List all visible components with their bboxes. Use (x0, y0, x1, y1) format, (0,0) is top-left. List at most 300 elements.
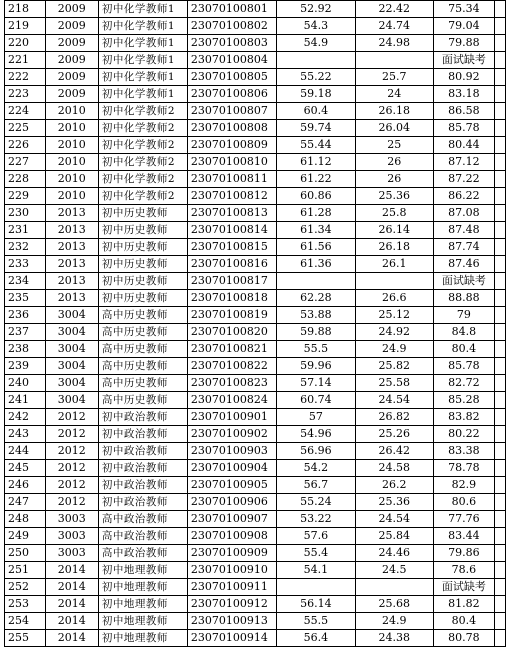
subject-code-cell: 2010 (45, 120, 98, 137)
position-cell: 初中化学教师2 (98, 120, 187, 137)
written-score-cell: 56.96 (277, 443, 355, 460)
interview-score-cell: 25.26 (355, 426, 433, 443)
ticket-number-cell: 23070100817 (187, 273, 276, 290)
ticket-number-cell: 23070100811 (187, 171, 276, 188)
total-score-cell: 87.74 (433, 239, 494, 256)
subject-code-cell: 2012 (45, 477, 98, 494)
serial-number-cell: 221 (5, 52, 46, 69)
total-score-cell: 78.6 (433, 562, 494, 579)
subject-code-cell: 2014 (45, 630, 98, 647)
serial-number-cell: 246 (5, 477, 46, 494)
interview-score-cell: 24.9 (355, 341, 433, 358)
interview-score-cell: 24.5 (355, 562, 433, 579)
total-score-cell: 面试缺考 (433, 52, 494, 69)
table-row (5, 477, 506, 494)
subject-code-cell: 2009 (45, 69, 98, 86)
subject-code-cell: 2010 (45, 137, 98, 154)
position-cell: 初中政治教师 (98, 494, 187, 511)
table-row (5, 630, 506, 647)
serial-number-cell: 247 (5, 494, 46, 511)
position-cell: 高中政治教师 (98, 528, 187, 545)
trailing-empty-cell (494, 460, 505, 477)
subject-code-cell: 2009 (45, 86, 98, 103)
written-score-cell: 59.74 (277, 120, 355, 137)
trailing-empty-cell (494, 494, 505, 511)
written-score-cell: 59.18 (277, 86, 355, 103)
written-score-cell: 57 (277, 409, 355, 426)
interview-score-cell: 24.9 (355, 613, 433, 630)
ticket-number-cell: 23070100906 (187, 494, 276, 511)
table-row (5, 86, 506, 103)
subject-code-cell: 3003 (45, 545, 98, 562)
table-row (5, 290, 506, 307)
written-score-cell: 54.2 (277, 460, 355, 477)
subject-code-cell: 3004 (45, 392, 98, 409)
ticket-number-cell: 23070100901 (187, 409, 276, 426)
written-score-cell: 61.22 (277, 171, 355, 188)
table-row (5, 18, 506, 35)
ticket-number-cell: 23070100902 (187, 426, 276, 443)
written-score-cell: 57.14 (277, 375, 355, 392)
serial-number-cell: 252 (5, 579, 46, 596)
interview-score-cell (355, 579, 433, 596)
trailing-empty-cell (494, 103, 505, 120)
position-cell: 初中历史教师 (98, 290, 187, 307)
ticket-number-cell: 23070100912 (187, 596, 276, 613)
interview-score-cell: 26 (355, 171, 433, 188)
trailing-empty-cell (494, 511, 505, 528)
table-row (5, 52, 506, 69)
subject-code-cell: 2012 (45, 494, 98, 511)
trailing-empty-cell (494, 443, 505, 460)
serial-number-cell: 218 (5, 1, 46, 18)
position-cell: 高中历史教师 (98, 375, 187, 392)
interview-score-cell: 24.92 (355, 324, 433, 341)
written-score-cell: 53.22 (277, 511, 355, 528)
subject-code-cell: 2009 (45, 52, 98, 69)
written-score-cell: 61.28 (277, 205, 355, 222)
total-score-cell: 85.28 (433, 392, 494, 409)
written-score-cell: 60.4 (277, 103, 355, 120)
total-score-cell: 79.04 (433, 18, 494, 35)
table-row (5, 137, 506, 154)
trailing-empty-cell (494, 256, 505, 273)
serial-number-cell: 251 (5, 562, 46, 579)
serial-number-cell: 226 (5, 137, 46, 154)
ticket-number-cell: 23070100820 (187, 324, 276, 341)
written-score-cell: 57.6 (277, 528, 355, 545)
subject-code-cell: 2013 (45, 256, 98, 273)
written-score-cell: 60.86 (277, 188, 355, 205)
table-row (5, 256, 506, 273)
serial-number-cell: 255 (5, 630, 46, 647)
total-score-cell: 83.82 (433, 409, 494, 426)
table-row (5, 494, 506, 511)
written-score-cell: 54.3 (277, 18, 355, 35)
position-cell: 初中化学教师2 (98, 188, 187, 205)
trailing-empty-cell (494, 273, 505, 290)
interview-score-cell: 26.2 (355, 477, 433, 494)
total-score-cell: 83.38 (433, 443, 494, 460)
ticket-number-cell: 23070100815 (187, 239, 276, 256)
interview-score-cell: 24.74 (355, 18, 433, 35)
serial-number-cell: 238 (5, 341, 46, 358)
ticket-number-cell: 23070100823 (187, 375, 276, 392)
total-score-cell: 87.46 (433, 256, 494, 273)
ticket-number-cell: 23070100909 (187, 545, 276, 562)
serial-number-cell: 254 (5, 613, 46, 630)
total-score-cell: 82.72 (433, 375, 494, 392)
position-cell: 高中历史教师 (98, 392, 187, 409)
score-sheet (4, 0, 506, 647)
serial-number-cell: 222 (5, 69, 46, 86)
trailing-empty-cell (494, 69, 505, 86)
total-score-cell: 84.8 (433, 324, 494, 341)
ticket-number-cell: 23070100913 (187, 613, 276, 630)
total-score-cell: 85.78 (433, 120, 494, 137)
position-cell: 初中化学教师2 (98, 103, 187, 120)
subject-code-cell: 2014 (45, 562, 98, 579)
subject-code-cell: 2009 (45, 18, 98, 35)
ticket-number-cell: 23070100806 (187, 86, 276, 103)
interview-score-cell: 26.42 (355, 443, 433, 460)
serial-number-cell: 250 (5, 545, 46, 562)
table-row (5, 239, 506, 256)
total-score-cell: 77.76 (433, 511, 494, 528)
position-cell: 初中化学教师1 (98, 86, 187, 103)
table-row (5, 443, 506, 460)
subject-code-cell: 2014 (45, 579, 98, 596)
trailing-empty-cell (494, 630, 505, 647)
trailing-empty-cell (494, 545, 505, 562)
trailing-empty-cell (494, 137, 505, 154)
position-cell: 初中地理教师 (98, 596, 187, 613)
written-score-cell: 61.56 (277, 239, 355, 256)
subject-code-cell: 2012 (45, 460, 98, 477)
serial-number-cell: 241 (5, 392, 46, 409)
serial-number-cell: 243 (5, 426, 46, 443)
table-row (5, 613, 506, 630)
written-score-cell (277, 579, 355, 596)
position-cell: 高中政治教师 (98, 545, 187, 562)
position-cell: 初中化学教师1 (98, 35, 187, 52)
ticket-number-cell: 23070100803 (187, 35, 276, 52)
trailing-empty-cell (494, 528, 505, 545)
trailing-empty-cell (494, 477, 505, 494)
trailing-empty-cell (494, 341, 505, 358)
ticket-number-cell: 23070100821 (187, 341, 276, 358)
position-cell: 初中地理教师 (98, 613, 187, 630)
serial-number-cell: 228 (5, 171, 46, 188)
interview-score-cell (355, 52, 433, 69)
score-table (4, 0, 506, 647)
interview-score-cell: 26.82 (355, 409, 433, 426)
trailing-empty-cell (494, 409, 505, 426)
serial-number-cell: 219 (5, 18, 46, 35)
written-score-cell: 55.4 (277, 545, 355, 562)
position-cell: 初中历史教师 (98, 205, 187, 222)
ticket-number-cell: 23070100804 (187, 52, 276, 69)
position-cell: 初中历史教师 (98, 222, 187, 239)
total-score-cell: 79.88 (433, 35, 494, 52)
written-score-cell: 61.12 (277, 154, 355, 171)
trailing-empty-cell (494, 324, 505, 341)
table-row (5, 222, 506, 239)
position-cell: 初中政治教师 (98, 460, 187, 477)
subject-code-cell: 3003 (45, 528, 98, 545)
position-cell: 初中地理教师 (98, 579, 187, 596)
ticket-number-cell: 23070100808 (187, 120, 276, 137)
total-score-cell: 80.4 (433, 341, 494, 358)
total-score-cell: 80.6 (433, 494, 494, 511)
serial-number-cell: 249 (5, 528, 46, 545)
interview-score-cell: 25.36 (355, 494, 433, 511)
subject-code-cell: 2010 (45, 154, 98, 171)
subject-code-cell: 3004 (45, 358, 98, 375)
table-row (5, 392, 506, 409)
ticket-number-cell: 23070100910 (187, 562, 276, 579)
total-score-cell: 78.78 (433, 460, 494, 477)
ticket-number-cell: 23070100818 (187, 290, 276, 307)
table-row (5, 596, 506, 613)
position-cell: 初中化学教师2 (98, 154, 187, 171)
ticket-number-cell: 23070100813 (187, 205, 276, 222)
serial-number-cell: 244 (5, 443, 46, 460)
table-row (5, 307, 506, 324)
table-row (5, 188, 506, 205)
position-cell: 初中化学教师1 (98, 52, 187, 69)
table-row (5, 103, 506, 120)
interview-score-cell: 24.98 (355, 35, 433, 52)
ticket-number-cell: 23070100914 (187, 630, 276, 647)
table-row (5, 358, 506, 375)
serial-number-cell: 229 (5, 188, 46, 205)
serial-number-cell: 220 (5, 35, 46, 52)
trailing-empty-cell (494, 239, 505, 256)
table-row (5, 69, 506, 86)
total-score-cell: 80.44 (433, 137, 494, 154)
total-score-cell: 83.18 (433, 86, 494, 103)
written-score-cell (277, 52, 355, 69)
table-row (5, 1, 506, 18)
table-row (5, 35, 506, 52)
ticket-number-cell: 23070100905 (187, 477, 276, 494)
total-score-cell: 80.22 (433, 426, 494, 443)
written-score-cell: 55.24 (277, 494, 355, 511)
written-score-cell: 55.5 (277, 341, 355, 358)
position-cell: 高中历史教师 (98, 307, 187, 324)
written-score-cell: 55.22 (277, 69, 355, 86)
total-score-cell: 面试缺考 (433, 579, 494, 596)
serial-number-cell: 235 (5, 290, 46, 307)
total-score-cell: 87.48 (433, 222, 494, 239)
total-score-cell: 82.9 (433, 477, 494, 494)
trailing-empty-cell (494, 358, 505, 375)
serial-number-cell: 245 (5, 460, 46, 477)
subject-code-cell: 2013 (45, 290, 98, 307)
table-row (5, 375, 506, 392)
table-row (5, 341, 506, 358)
trailing-empty-cell (494, 579, 505, 596)
total-score-cell: 80.4 (433, 613, 494, 630)
position-cell: 初中政治教师 (98, 426, 187, 443)
position-cell: 初中地理教师 (98, 562, 187, 579)
total-score-cell: 87.08 (433, 205, 494, 222)
interview-score-cell: 26.6 (355, 290, 433, 307)
position-cell: 初中化学教师2 (98, 171, 187, 188)
subject-code-cell: 2010 (45, 188, 98, 205)
serial-number-cell: 225 (5, 120, 46, 137)
subject-code-cell: 3004 (45, 375, 98, 392)
trailing-empty-cell (494, 205, 505, 222)
ticket-number-cell: 23070100911 (187, 579, 276, 596)
table-row (5, 171, 506, 188)
serial-number-cell: 239 (5, 358, 46, 375)
ticket-number-cell: 23070100822 (187, 358, 276, 375)
subject-code-cell: 2012 (45, 443, 98, 460)
interview-score-cell: 24.46 (355, 545, 433, 562)
subject-code-cell: 2009 (45, 1, 98, 18)
total-score-cell: 80.92 (433, 69, 494, 86)
trailing-empty-cell (494, 562, 505, 579)
total-score-cell: 87.22 (433, 171, 494, 188)
position-cell: 高中历史教师 (98, 341, 187, 358)
interview-score-cell: 26.18 (355, 103, 433, 120)
trailing-empty-cell (494, 188, 505, 205)
position-cell: 初中化学教师2 (98, 137, 187, 154)
interview-score-cell: 26.1 (355, 256, 433, 273)
interview-score-cell: 25 (355, 137, 433, 154)
interview-score-cell: 25.7 (355, 69, 433, 86)
serial-number-cell: 237 (5, 324, 46, 341)
written-score-cell: 61.34 (277, 222, 355, 239)
trailing-empty-cell (494, 613, 505, 630)
ticket-number-cell: 23070100810 (187, 154, 276, 171)
interview-score-cell: 26.04 (355, 120, 433, 137)
serial-number-cell: 232 (5, 239, 46, 256)
ticket-number-cell: 23070100903 (187, 443, 276, 460)
subject-code-cell: 2013 (45, 222, 98, 239)
written-score-cell: 62.28 (277, 290, 355, 307)
trailing-empty-cell (494, 307, 505, 324)
subject-code-cell: 2009 (45, 35, 98, 52)
trailing-empty-cell (494, 86, 505, 103)
subject-code-cell: 3003 (45, 511, 98, 528)
serial-number-cell: 223 (5, 86, 46, 103)
trailing-empty-cell (494, 154, 505, 171)
position-cell: 初中化学教师1 (98, 18, 187, 35)
trailing-empty-cell (494, 171, 505, 188)
table-row (5, 460, 506, 477)
written-score-cell: 56.14 (277, 596, 355, 613)
subject-code-cell: 2013 (45, 239, 98, 256)
serial-number-cell: 234 (5, 273, 46, 290)
trailing-empty-cell (494, 596, 505, 613)
subject-code-cell: 2013 (45, 205, 98, 222)
written-score-cell: 60.74 (277, 392, 355, 409)
total-score-cell: 88.88 (433, 290, 494, 307)
interview-score-cell: 26 (355, 154, 433, 171)
position-cell: 初中历史教师 (98, 239, 187, 256)
written-score-cell: 52.92 (277, 1, 355, 18)
total-score-cell: 86.58 (433, 103, 494, 120)
ticket-number-cell: 23070100802 (187, 18, 276, 35)
interview-score-cell: 24.54 (355, 511, 433, 528)
score-table-body (5, 1, 506, 647)
written-score-cell: 54.96 (277, 426, 355, 443)
trailing-empty-cell (494, 120, 505, 137)
written-score-cell: 55.44 (277, 137, 355, 154)
interview-score-cell: 25.12 (355, 307, 433, 324)
serial-number-cell: 227 (5, 154, 46, 171)
interview-score-cell: 24 (355, 86, 433, 103)
table-row (5, 273, 506, 290)
table-row (5, 545, 506, 562)
table-row (5, 154, 506, 171)
subject-code-cell: 3004 (45, 324, 98, 341)
trailing-empty-cell (494, 222, 505, 239)
total-score-cell: 面试缺考 (433, 273, 494, 290)
total-score-cell: 85.78 (433, 358, 494, 375)
interview-score-cell: 25.8 (355, 205, 433, 222)
interview-score-cell: 26.14 (355, 222, 433, 239)
interview-score-cell: 24.54 (355, 392, 433, 409)
interview-score-cell: 22.42 (355, 1, 433, 18)
ticket-number-cell: 23070100907 (187, 511, 276, 528)
written-score-cell: 56.7 (277, 477, 355, 494)
written-score-cell: 54.9 (277, 35, 355, 52)
table-row (5, 426, 506, 443)
interview-score-cell (355, 273, 433, 290)
table-row (5, 511, 506, 528)
written-score-cell: 53.88 (277, 307, 355, 324)
ticket-number-cell: 23070100816 (187, 256, 276, 273)
position-cell: 初中历史教师 (98, 256, 187, 273)
interview-score-cell: 25.68 (355, 596, 433, 613)
position-cell: 高中历史教师 (98, 324, 187, 341)
position-cell: 初中化学教师1 (98, 1, 187, 18)
total-score-cell: 86.22 (433, 188, 494, 205)
serial-number-cell: 233 (5, 256, 46, 273)
interview-score-cell: 25.58 (355, 375, 433, 392)
interview-score-cell: 25.36 (355, 188, 433, 205)
position-cell: 初中政治教师 (98, 409, 187, 426)
serial-number-cell: 230 (5, 205, 46, 222)
interview-score-cell: 24.58 (355, 460, 433, 477)
subject-code-cell: 2014 (45, 613, 98, 630)
subject-code-cell: 2010 (45, 171, 98, 188)
serial-number-cell: 231 (5, 222, 46, 239)
total-score-cell: 75.34 (433, 1, 494, 18)
position-cell: 初中地理教师 (98, 630, 187, 647)
trailing-empty-cell (494, 392, 505, 409)
table-row (5, 205, 506, 222)
table-row (5, 120, 506, 137)
written-score-cell: 59.88 (277, 324, 355, 341)
written-score-cell: 56.4 (277, 630, 355, 647)
ticket-number-cell: 23070100812 (187, 188, 276, 205)
subject-code-cell: 2014 (45, 596, 98, 613)
position-cell: 初中政治教师 (98, 477, 187, 494)
serial-number-cell: 253 (5, 596, 46, 613)
interview-score-cell: 25.84 (355, 528, 433, 545)
ticket-number-cell: 23070100819 (187, 307, 276, 324)
total-score-cell: 80.78 (433, 630, 494, 647)
trailing-empty-cell (494, 1, 505, 18)
interview-score-cell: 25.82 (355, 358, 433, 375)
position-cell: 初中化学教师1 (98, 69, 187, 86)
trailing-empty-cell (494, 426, 505, 443)
